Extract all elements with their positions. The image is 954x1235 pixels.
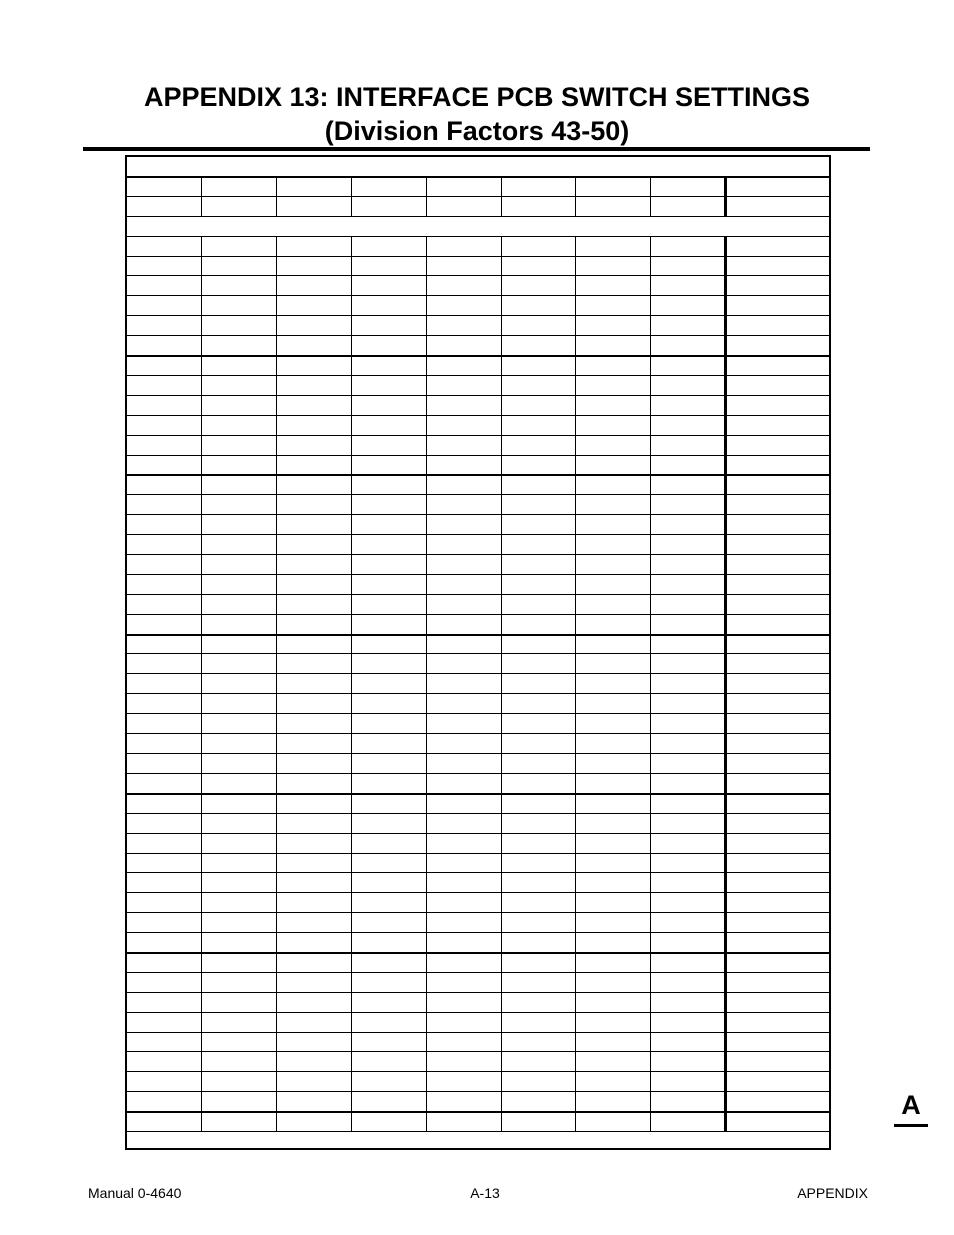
page-title-line-1: APPENDIX 13: INTERFACE PCB SWITCH SETTINGS — [143, 82, 811, 112]
table-column-rule — [351, 237, 352, 1132]
table-column-rule — [575, 177, 576, 217]
table-column-rule — [351, 177, 352, 217]
table-column-rule — [426, 177, 427, 217]
table-column-rule-heavy — [724, 237, 727, 1132]
switch-settings-table — [125, 155, 831, 1150]
table-column-rule — [575, 237, 576, 1132]
title-divider — [83, 147, 870, 151]
table-column-rule — [426, 237, 427, 1132]
table-column-rule — [276, 177, 277, 217]
section-tab-underline — [894, 1124, 928, 1127]
footer-section-name: APPENDIX — [797, 1185, 868, 1201]
table-column-rule-heavy — [724, 177, 727, 217]
table-column-rule — [201, 177, 202, 217]
page-title-line-2: (Division Factors 43-50) — [324, 116, 630, 146]
table-column-rule — [201, 237, 202, 1132]
table-column-rule — [501, 177, 502, 217]
table-column-rule — [276, 237, 277, 1132]
footer-manual-number: Manual 0-4640 — [88, 1185, 182, 1201]
footer-page-number: A-13 — [470, 1185, 500, 1201]
section-tab-letter: A — [901, 1090, 921, 1120]
page-title — [0, 80, 954, 148]
table-column-rule — [650, 177, 651, 217]
table-column-rule — [650, 237, 651, 1132]
table-column-rule — [501, 237, 502, 1132]
